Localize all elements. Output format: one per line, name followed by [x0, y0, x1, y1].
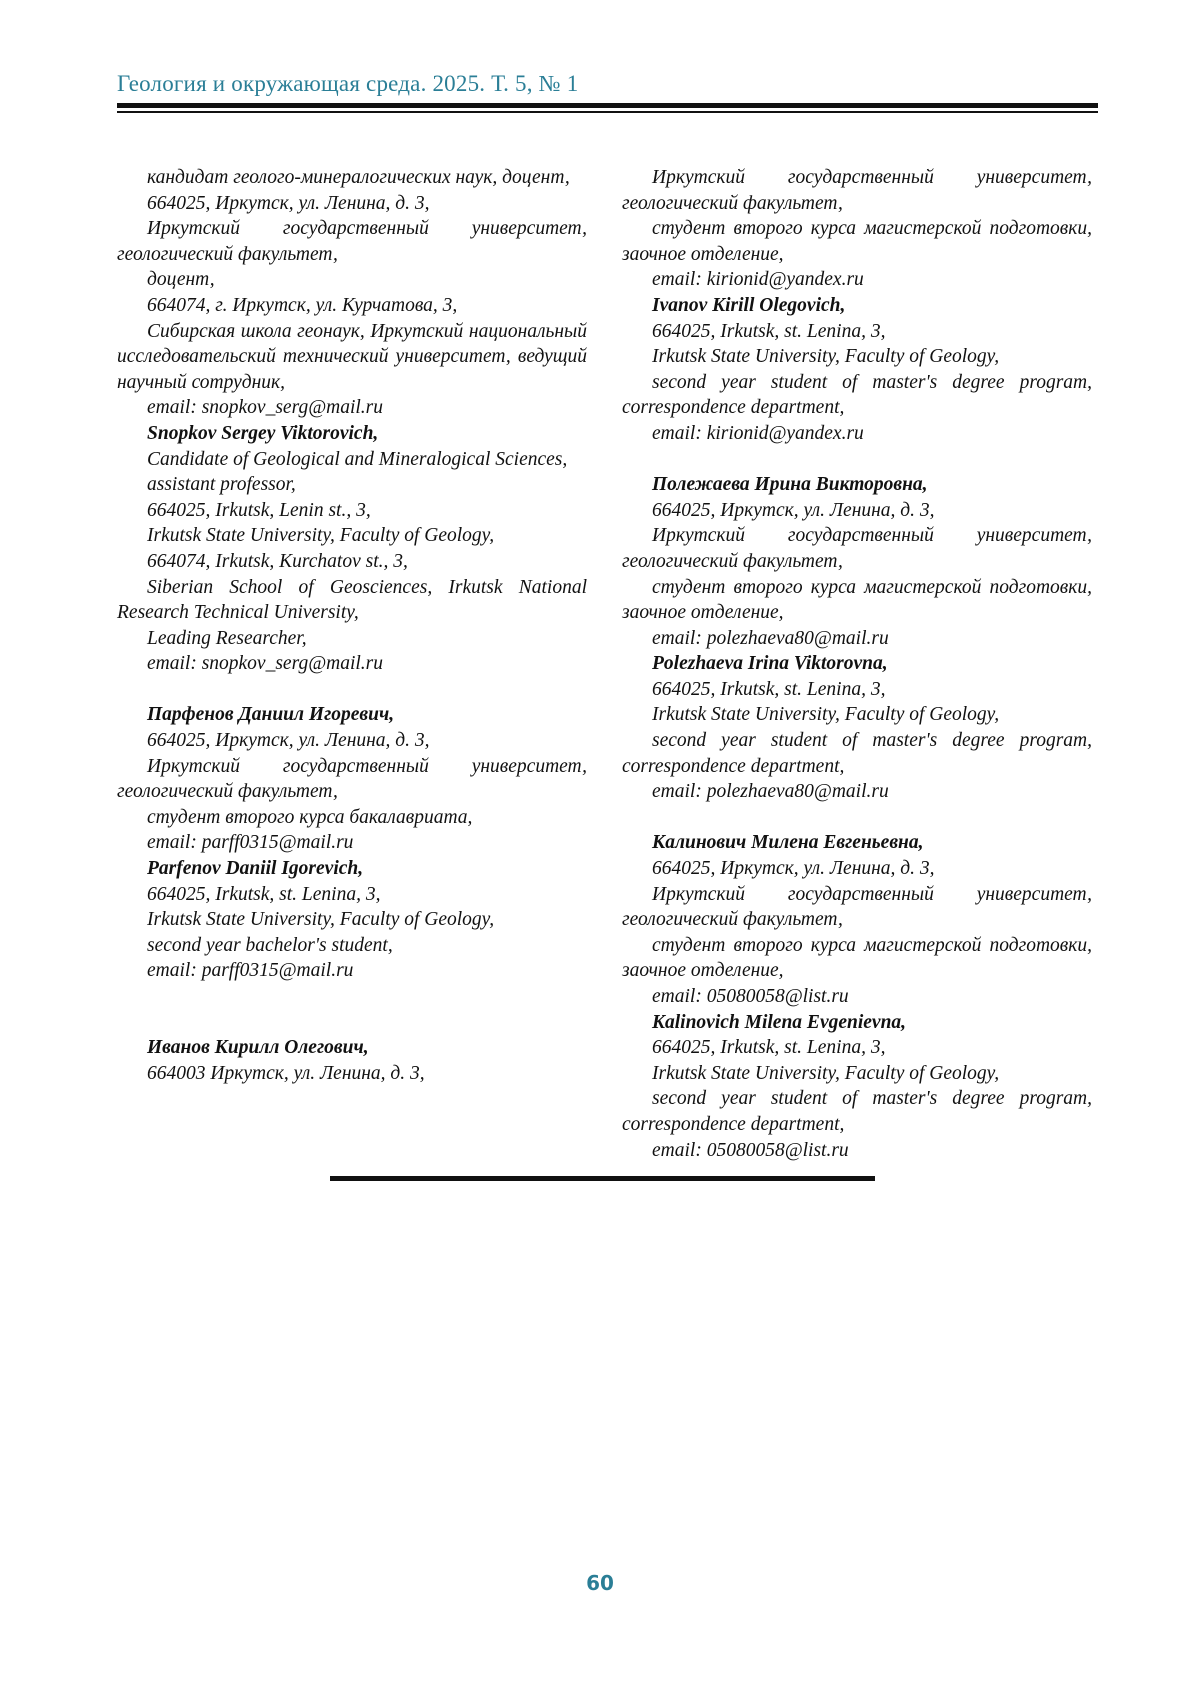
- author-info-line: Siberian School of Geosciences, Irkutsk National Research Technical University,: [117, 575, 587, 626]
- author-info-line: Сибирская школа геонаук, Иркутский нацио­нальный исследовательский технический универ­ситет, ведущий научный сотрудник,: [117, 319, 587, 396]
- author-name: Kalinovich Milena Evgenievna,: [622, 1010, 1092, 1036]
- header-rule-thick: [117, 103, 1098, 108]
- author-info-line: Иркутский государственный университет, геологический факультет,: [117, 754, 587, 805]
- author-info-line: 664025, Irkutsk, st. Lenina, 3,: [622, 677, 1092, 703]
- author-info-line: email: polezhaeva80@mail.ru: [622, 779, 1092, 805]
- paragraph-gap: [622, 447, 1092, 473]
- author-info-line: Иркутский государственный университет, геологический факультет,: [117, 216, 587, 267]
- author-info-line: 664025, Irkutsk, st. Lenina, 3,: [622, 1035, 1092, 1061]
- author-info-line: email: kirionid@yandex.ru: [622, 267, 1092, 293]
- right-column: [622, 165, 1092, 1163]
- author-info-line: Иркутский государственный университет, геологический факультет,: [622, 882, 1092, 933]
- author-info-line: 664025, Иркутск, ул. Ленина, д. 3,: [622, 498, 1092, 524]
- author-name: Snopkov Sergey Viktorovich,: [117, 421, 587, 447]
- author-info-line: Irkutsk State University, Faculty of Geology,: [622, 344, 1092, 370]
- author-info-line: 664025, Irkutsk, st. Lenina, 3,: [117, 882, 587, 908]
- author-info-line: second year bachelor's student,: [117, 933, 587, 959]
- author-info-line: second year student of master's degree program, correspondence department,: [622, 728, 1092, 779]
- author-info-line: студент второго курса бакалавриата,: [117, 805, 587, 831]
- author-info-line: 664074, Irkutsk, Kurchatov st., 3,: [117, 549, 587, 575]
- author-info-line: email: parff0315@mail.ru: [117, 830, 587, 856]
- author-name: Parfenov Daniil Igorevich,: [117, 856, 587, 882]
- author-info-line: email: polezhaeva80@mail.ru: [622, 626, 1092, 652]
- author-info-line: Leading Researcher,: [117, 626, 587, 652]
- author-info-line: email: kirionid@yandex.ru: [622, 421, 1092, 447]
- author-name: Полежаева Ирина Викторовна,: [622, 472, 1092, 498]
- author-info-line: email: parff0315@mail.ru: [117, 958, 587, 984]
- author-info-line: Irkutsk State University, Faculty of Geology,: [117, 523, 587, 549]
- end-of-article-rule: [330, 1176, 875, 1181]
- author-name: Ivanov Kirill Olegovich,: [622, 293, 1092, 319]
- author-info-line: Irkutsk State University, Faculty of Geology,: [622, 1061, 1092, 1087]
- author-info-line: email: snopkov_serg@mail.ru: [117, 651, 587, 677]
- author-info-line: кандидат геолого-минералогических наук, до­цент,: [117, 165, 587, 191]
- author-info-line: assistant professor,: [117, 472, 587, 498]
- author-name: Парфенов Даниил Игоревич,: [117, 702, 587, 728]
- author-info-line: доцент,: [117, 267, 587, 293]
- author-info-line: email: 05080058@list.ru: [622, 1138, 1092, 1164]
- author-name: Polezhaeva Irina Viktorovna,: [622, 651, 1092, 677]
- author-info-line: email: 05080058@list.ru: [622, 984, 1092, 1010]
- journal-title: Геология и окружающая среда. 2025. Т. 5, № 1: [117, 70, 1098, 98]
- author-name: Калинович Милена Евгеньевна,: [622, 830, 1092, 856]
- paragraph-gap: [117, 984, 587, 1035]
- author-info-line: 664003 Иркутск, ул. Ленина, д. 3,: [117, 1061, 587, 1087]
- author-info-line: Иркутский государственный университет, геологический факультет,: [622, 523, 1092, 574]
- author-info-line: Candidate of Geological and Mineralogical Sci­ences,: [117, 447, 587, 473]
- paragraph-gap: [622, 805, 1092, 831]
- author-info-line: Иркутский государственный университет, геологический факультет,: [622, 165, 1092, 216]
- author-info-line: Irkutsk State University, Faculty of Geology,: [622, 702, 1092, 728]
- author-info-line: 664025, Иркутск, ул. Ленина, д. 3,: [622, 856, 1092, 882]
- author-info-line: 664025, Irkutsk, Lenin st., 3,: [117, 498, 587, 524]
- author-name: Иванов Кирилл Олегович,: [117, 1035, 587, 1061]
- author-info-line: second year student of master's degree program, correspondence department,: [622, 370, 1092, 421]
- author-info-line: 664025, Иркутск, ул. Ленина, д. 3,: [117, 191, 587, 217]
- author-info-line: 664074, г. Иркутск, ул. Курчатова, 3,: [117, 293, 587, 319]
- author-info-line: студент второго курса магистерской подго­товки, заочное отделение,: [622, 575, 1092, 626]
- page-number: 60: [0, 1571, 1200, 1595]
- author-info-line: 664025, Irkutsk, st. Lenina, 3,: [622, 319, 1092, 345]
- paragraph-gap: [117, 677, 587, 703]
- author-info-line: Irkutsk State University, Faculty of Geology,: [117, 907, 587, 933]
- author-info-line: студент второго курса магистерской подго­товки, заочное отделение,: [622, 216, 1092, 267]
- author-info-line: студент второго курса магистерской подго­товки, заочное отделение,: [622, 933, 1092, 984]
- author-info-line: email: snopkov_serg@mail.ru: [117, 395, 587, 421]
- running-header: [117, 70, 1098, 98]
- author-info-line: 664025, Иркутск, ул. Ленина, д. 3,: [117, 728, 587, 754]
- header-rule-thin: [117, 111, 1098, 113]
- author-info-line: second year student of master's degree program, correspondence department,: [622, 1086, 1092, 1137]
- left-column: [117, 165, 587, 1086]
